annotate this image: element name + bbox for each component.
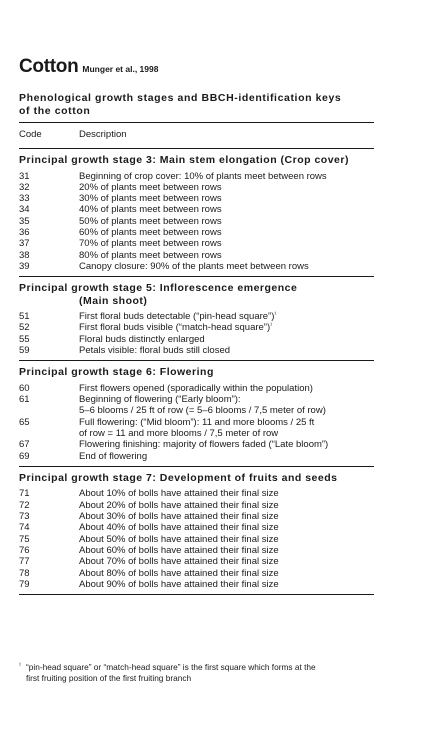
- row-text: About 80% of bolls have attained their final size: [79, 567, 279, 579]
- row-code: 34: [19, 204, 30, 216]
- row-text: of row = 11 and more blooms / 7,5 meter of row: [79, 428, 279, 440]
- title-line: [19, 56, 374, 78]
- row-code: 59: [19, 345, 30, 357]
- row-code: 55: [19, 333, 30, 345]
- row-text: 70% of plants meet between rows: [79, 238, 222, 250]
- row-description: [79, 383, 374, 394]
- table-row: [19, 556, 374, 567]
- row-code: 65: [19, 416, 30, 428]
- row-code: 60: [19, 382, 30, 394]
- row-code: 37: [19, 238, 30, 250]
- row-code: 74: [19, 522, 30, 534]
- heading-line: of the cotton: [19, 104, 91, 117]
- table-row: [19, 216, 374, 227]
- rule: [19, 594, 374, 595]
- stage-section: [19, 467, 374, 594]
- row-description: [79, 334, 374, 345]
- row-description: [79, 500, 374, 511]
- table-row: [19, 193, 374, 204]
- row-description: [79, 394, 374, 405]
- table-row: [19, 182, 374, 193]
- footnote-line: [19, 662, 389, 673]
- row-text: Full flowering: (“Mid bloom”): 11 and more blooms / 25 ft: [79, 416, 315, 428]
- heading-line: Phenological growth stages and BBCH-identification keys: [19, 92, 342, 104]
- row-text: About 60% of bolls have attained their final size: [79, 544, 279, 556]
- row-code: 35: [19, 215, 30, 227]
- table-row: [19, 545, 374, 556]
- row-description: [79, 545, 374, 556]
- row-text: 60% of plants meet between rows: [79, 226, 222, 238]
- row-text: About 70% of bolls have attained their final size: [79, 556, 279, 568]
- row-description: [79, 428, 374, 439]
- row-description: [79, 171, 374, 182]
- row-text: About 20% of bolls have attained their final size: [79, 499, 279, 511]
- footnote: [19, 662, 389, 683]
- row-description: [79, 439, 374, 450]
- row-description: [79, 182, 374, 193]
- row-text: First flowers opened (sporadically within the population): [79, 382, 313, 394]
- row-code: 51: [19, 311, 30, 323]
- stage-subtitle: (Main shoot): [79, 294, 148, 307]
- table-row: [19, 227, 374, 238]
- row-text: Floral buds distinctly enlarged: [79, 333, 205, 345]
- footnote-text: first fruiting position of the first fruiting branch: [26, 672, 192, 683]
- row-text: About 50% of bolls have attained their final size: [79, 533, 279, 545]
- table-row: [19, 439, 374, 450]
- row-description: [79, 417, 374, 428]
- footnote-text: “pin-head square” or “match-head square” is the first square which forms at the: [26, 662, 316, 672]
- table-row: [19, 488, 374, 499]
- row-text: 30% of plants meet between rows: [79, 193, 222, 205]
- reference: Munger et al., 1998: [82, 64, 159, 74]
- table-row: [19, 534, 374, 545]
- row-code: 39: [19, 260, 30, 272]
- row-description: [79, 311, 374, 322]
- row-text: 40% of plants meet between rows: [79, 204, 222, 216]
- stage-section: [19, 149, 374, 276]
- row-code: 61: [19, 394, 30, 406]
- row-code: 69: [19, 450, 30, 462]
- row-text: 80% of plants meet between rows: [79, 249, 222, 261]
- document-page: [19, 56, 374, 595]
- table-row: [19, 568, 374, 579]
- row-description: [79, 216, 374, 227]
- row-code: 79: [19, 578, 30, 590]
- footnote-ref: ¹: [274, 312, 277, 319]
- row-description: [79, 511, 374, 522]
- row-description: [79, 322, 374, 333]
- row-code: 33: [19, 193, 30, 205]
- stage-title: Principal growth stage 7: Development of fruits and seeds: [19, 471, 338, 484]
- row-description: [79, 261, 374, 272]
- row-text: About 10% of bolls have attained their final size: [79, 488, 279, 500]
- footnote-mark: ¹: [19, 663, 21, 669]
- row-description: [79, 451, 374, 462]
- table-row: [19, 250, 374, 261]
- crop-title: Cotton: [19, 56, 79, 77]
- row-text: About 90% of bolls have attained their final size: [79, 578, 279, 590]
- row-text: First floral buds visible (“match-head square”): [79, 322, 271, 334]
- row-code: [19, 405, 79, 416]
- stage-section: [19, 361, 374, 466]
- table-row: [19, 522, 374, 533]
- row-code: 75: [19, 533, 30, 545]
- table-row: [19, 511, 374, 522]
- stage-section: [19, 277, 374, 360]
- row-description: [79, 204, 374, 215]
- table-row: [19, 451, 374, 462]
- row-code: 31: [19, 170, 30, 182]
- row-text: About 40% of bolls have attained their final size: [79, 522, 279, 534]
- row-text: Canopy closure: 90% of the plants meet between rows: [79, 260, 309, 272]
- row-code: 52: [19, 322, 30, 334]
- column-code: Code: [19, 129, 42, 140]
- footnote-line: [19, 673, 389, 684]
- row-description: [79, 556, 374, 567]
- row-description: [79, 193, 374, 204]
- stages: [19, 149, 374, 595]
- row-description: [79, 227, 374, 238]
- row-description: [79, 345, 374, 356]
- row-code: 36: [19, 226, 30, 238]
- footnote-ref: ¹: [270, 323, 273, 330]
- table-row: [19, 428, 374, 439]
- row-description: [79, 488, 374, 499]
- row-code: 71: [19, 488, 30, 500]
- table-row: [19, 417, 374, 428]
- table-row: [19, 405, 374, 416]
- column-header: [19, 123, 374, 148]
- row-description: [79, 534, 374, 545]
- stage-title: Principal growth stage 5: Inflorescence emergence: [19, 282, 298, 295]
- row-text: About 30% of bolls have attained their final size: [79, 511, 279, 523]
- stage-title: Principal growth stage 6: Flowering: [19, 366, 214, 379]
- row-code: 78: [19, 567, 30, 579]
- table-row: [19, 383, 374, 394]
- table-row: [19, 204, 374, 215]
- row-text: First floral buds detectable (“pin-head square”): [79, 311, 275, 323]
- row-description: [79, 250, 374, 261]
- row-description: [79, 405, 374, 416]
- row-code: 77: [19, 556, 30, 568]
- row-text: 5–6 blooms / 25 ft of row (= 5–6 blooms / 7,5 meter of row): [79, 405, 326, 417]
- table-heading: [19, 92, 374, 117]
- row-code: 32: [19, 181, 30, 193]
- row-description: [79, 579, 374, 590]
- table-row: [19, 322, 374, 333]
- row-text: End of flowering: [79, 450, 148, 462]
- table-row: [19, 238, 374, 249]
- table-row: [19, 345, 374, 356]
- column-description: Description: [79, 129, 127, 140]
- table-row: [19, 311, 374, 322]
- table-row: [19, 334, 374, 345]
- row-code: 67: [19, 439, 30, 451]
- row-description: [79, 238, 374, 249]
- row-text: Flowering finishing: majority of flowers faded (“Late bloom”): [79, 439, 329, 451]
- table-row: [19, 171, 374, 182]
- row-text: 50% of plants meet between rows: [79, 215, 222, 227]
- row-text: Petals visible: floral buds still closed: [79, 345, 231, 357]
- table-row: [19, 500, 374, 511]
- row-text: Beginning of flowering (“Early bloom”):: [79, 394, 241, 406]
- row-text: Beginning of crop cover: 10% of plants meet between rows: [79, 170, 327, 182]
- row-text: 20% of plants meet between rows: [79, 181, 222, 193]
- table-row: [19, 579, 374, 590]
- table-row: [19, 394, 374, 405]
- stage-title: Principal growth stage 3: Main stem elongation (Crop cover): [19, 154, 349, 166]
- row-code: 76: [19, 544, 30, 556]
- row-code: [19, 428, 79, 439]
- row-code: 38: [19, 249, 30, 261]
- row-description: [79, 522, 374, 533]
- row-code: 72: [19, 499, 30, 511]
- row-description: [79, 568, 374, 579]
- table-row: [19, 261, 374, 272]
- row-code: 73: [19, 511, 30, 523]
